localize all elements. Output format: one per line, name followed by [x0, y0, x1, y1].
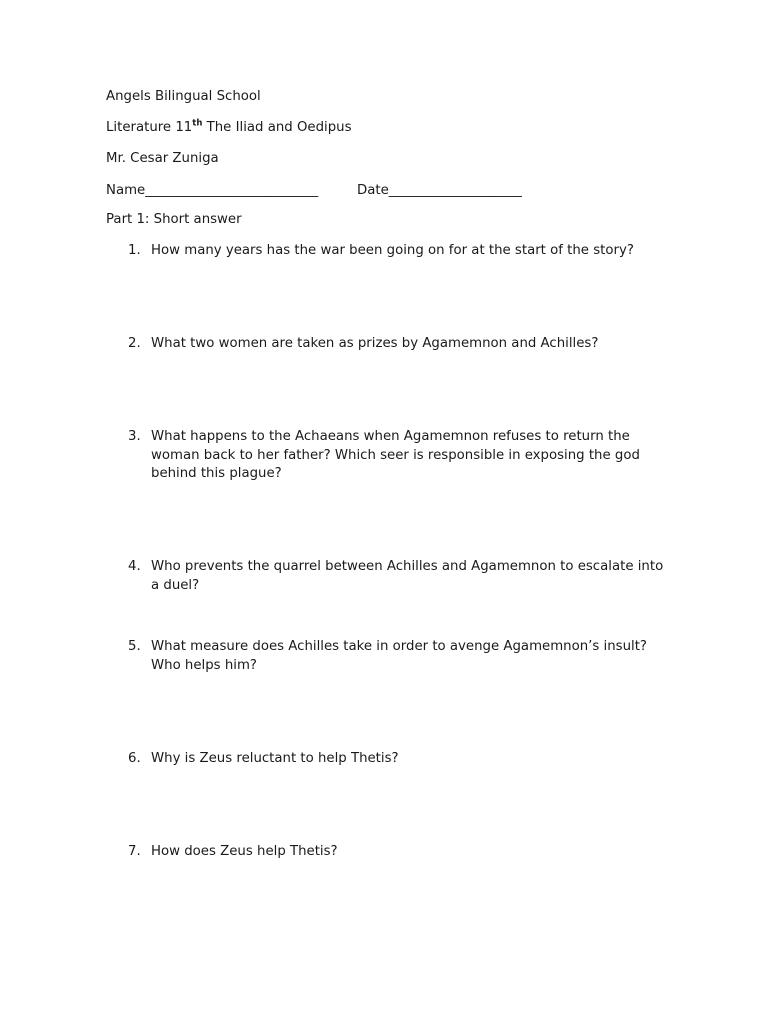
question-text: What happens to the Achaeans when Agamemnon refuses to return the woman back to her father? Which seer is responsible in exposing the god behind this plague? [151, 429, 640, 481]
question-number: 2. [128, 336, 141, 351]
question-text: How many years has the war been going on for at the start of the story? [151, 243, 634, 258]
question-text: Who prevents the quarrel between Achilles and Agamemnon to escalate into a duel? [151, 559, 664, 593]
name-field: Name__________________________ [106, 183, 319, 198]
question-number: 5. [128, 639, 141, 654]
school-name: Angels Bilingual School [106, 89, 261, 104]
date-field: Date____________________ [357, 183, 522, 198]
question-number: 1. [128, 243, 141, 258]
part-title: Part 1: Short answer [106, 212, 242, 227]
question-number: 3. [128, 429, 141, 444]
question-text: Why is Zeus reluctant to help Thetis? [151, 751, 399, 766]
teacher-name: Mr. Cesar Zuniga [106, 151, 219, 166]
question-number: 4. [128, 559, 141, 574]
question-text: What two women are taken as prizes by Agamemnon and Achilles? [151, 336, 599, 351]
course-title-suffix: The Iliad and Oedipus [202, 120, 352, 135]
question-text: How does Zeus help Thetis? [151, 844, 338, 859]
question-text: What measure does Achilles take in order to avenge Agamemnon’s insult? Who helps him? [151, 639, 647, 673]
question-number: 7. [128, 844, 141, 859]
course-title [106, 119, 352, 137]
question-number: 6. [128, 751, 141, 766]
course-title-prefix: Literature 11 [106, 120, 193, 135]
course-title-superscript: th [192, 118, 203, 129]
